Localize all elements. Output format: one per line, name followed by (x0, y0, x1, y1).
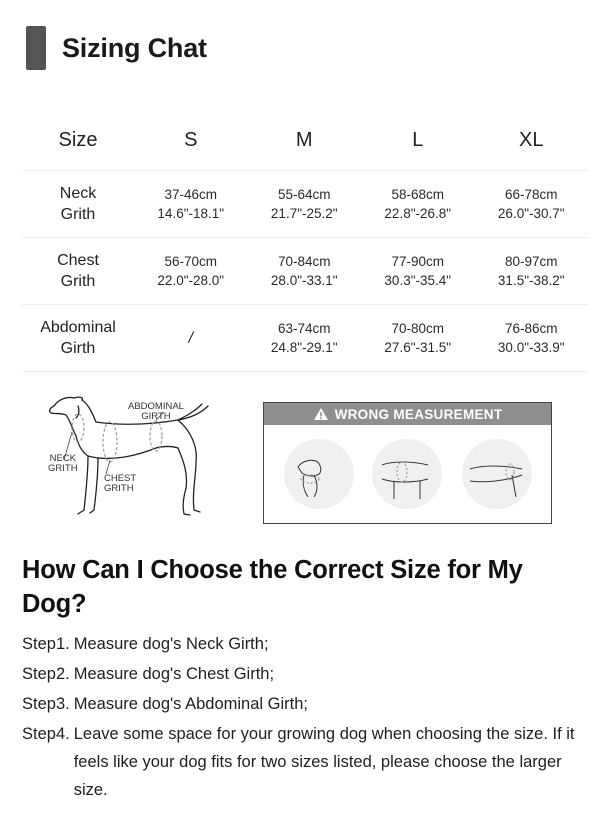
step-number: Step4. (22, 725, 70, 743)
row-label-line: Grith (60, 206, 96, 223)
cell-inch: 24.8"-29.1" (270, 340, 338, 355)
cell-cm: 70-84cm (277, 254, 331, 269)
wrong-measurement-panel (263, 402, 552, 524)
dog-side-sketch (462, 439, 532, 509)
table-cell (475, 185, 589, 223)
row-label-line: Grith (60, 273, 96, 290)
page-header (26, 26, 207, 70)
abdominal-girth-label (128, 402, 184, 422)
cell-inch: 22.0"-28.0" (157, 273, 225, 288)
neck-girth-label (48, 454, 78, 474)
cell-na: / (188, 329, 193, 347)
wrong-example-abdomen (462, 439, 532, 509)
page-title: Sizing Chat (62, 32, 207, 63)
size-header-l: L (412, 128, 424, 151)
warning-triangle-icon (313, 407, 329, 421)
cell-inch: 30.0"-33.9" (497, 340, 565, 355)
list-item (22, 660, 582, 688)
table-cell (361, 252, 475, 290)
step-text: Measure dog's Neck Girth; (73, 635, 269, 653)
label-line: GRITH (48, 463, 78, 474)
row-label-chest (22, 250, 134, 292)
label-line: ABDOMINAL (128, 401, 184, 412)
row-label-line: Abdominal (40, 319, 116, 336)
table-cell (475, 252, 589, 290)
row-label-line: Neck (59, 185, 97, 202)
cell-cm: 63-74cm (277, 321, 331, 336)
row-label-abdominal (22, 317, 134, 359)
step-text: Measure dog's Chest Girth; (73, 665, 275, 683)
table-cell (361, 319, 475, 357)
cell-cm: 70-80cm (391, 321, 445, 336)
label-line: NECK (49, 453, 76, 464)
label-line: GIRTH (141, 411, 171, 422)
step-text: Measure dog's Abdominal Girth; (73, 695, 308, 713)
cell-inch: 14.6"-18.1" (157, 206, 225, 221)
cell-cm: 55-64cm (277, 187, 331, 202)
wrong-example-neck (284, 439, 354, 509)
cell-inch: 31.5"-38.2" (497, 273, 565, 288)
row-label-neck (22, 183, 134, 225)
table-cell (134, 185, 248, 223)
cell-cm: 56-70cm (164, 254, 218, 269)
list-item (22, 630, 582, 658)
cell-cm: 76-86cm (504, 321, 558, 336)
label-line: CHEST (104, 473, 137, 484)
row-label-line: Chest (57, 252, 99, 269)
cell-cm: 58-68cm (391, 187, 445, 202)
cell-cm: 66-78cm (504, 187, 558, 202)
cell-inch: 27.6"-31.5" (384, 340, 452, 355)
dog-body-sketch (372, 439, 442, 509)
wrong-measurement-title: WRONG MEASUREMENT (334, 406, 503, 422)
table-cell-na (134, 329, 248, 348)
table-row-chest (22, 238, 588, 305)
size-table (22, 110, 588, 372)
table-cell (248, 252, 362, 290)
wrong-example-chest (372, 439, 442, 509)
size-header-xl: XL (519, 128, 544, 151)
cell-cm: 37-46cm (164, 187, 218, 202)
cell-inch: 21.7"-25.2" (270, 206, 338, 221)
cell-inch: 28.0"-33.1" (270, 273, 338, 288)
cell-cm: 77-90cm (391, 254, 445, 269)
size-header-m: M (295, 128, 313, 151)
list-item (22, 720, 582, 804)
list-item (22, 690, 582, 718)
label-line: GRITH (104, 483, 134, 494)
step-number: Step1. (22, 635, 70, 653)
step-number: Step2. (22, 665, 70, 683)
size-corner-label: Size (58, 128, 98, 151)
row-label-line: Girth (60, 340, 96, 357)
table-row-neck (22, 171, 588, 238)
table-cell (248, 185, 362, 223)
dog-measurement-diagram (44, 392, 224, 527)
guide-title: How Can I Choose the Correct Size for My Dog? (22, 556, 523, 618)
dog-head-sketch (284, 439, 354, 509)
table-cell (248, 319, 362, 357)
step-text: Leave some space for your growing dog when choosing the size. If it feels like your dog fits for two sizes listed, please choose the larger size. (73, 725, 575, 799)
size-header-s: S (184, 128, 198, 151)
table-cell (134, 252, 248, 290)
table-cell (475, 319, 589, 357)
steps-list (22, 630, 582, 806)
chest-girth-label (104, 474, 136, 494)
cell-inch: 30.3"-35.4" (384, 273, 452, 288)
cell-cm: 80-97cm (504, 254, 558, 269)
cell-inch: 22.8"-26.8" (384, 206, 452, 221)
wrong-measurement-header (264, 403, 551, 425)
size-table-header-row (22, 110, 588, 171)
cell-inch: 26.0"-30.7" (497, 206, 565, 221)
header-accent-bar (26, 26, 46, 70)
table-cell (361, 185, 475, 223)
table-row-abdominal (22, 305, 588, 372)
step-number: Step3. (22, 695, 70, 713)
